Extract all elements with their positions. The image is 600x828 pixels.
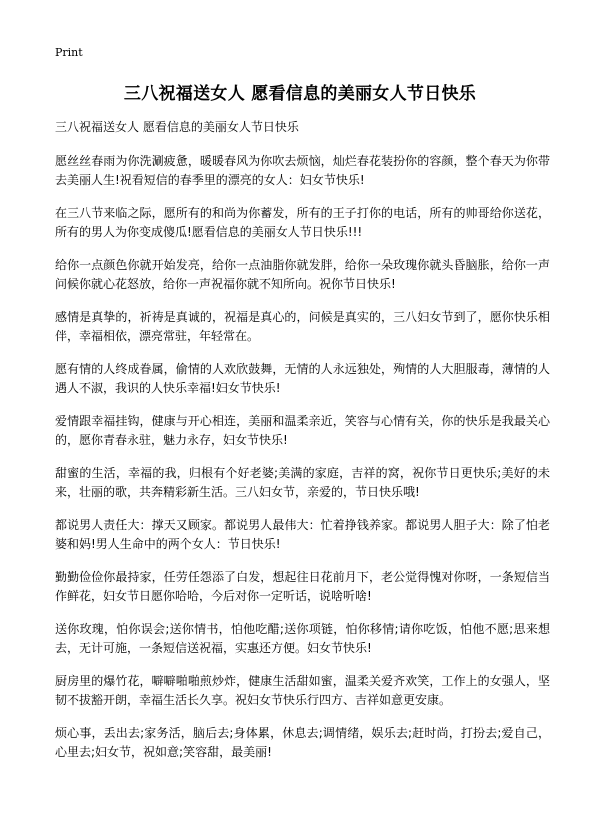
article-subtitle: 三八祝福送女人 愿看信息的美丽女人节日快乐 xyxy=(55,120,299,134)
article-body xyxy=(55,119,550,776)
paragraph-7: 甜蜜的生活，幸福的我，归根有个好老婆;美满的家庭，吉祥的窝，祝你节日更快乐;美好的未来，壮丽的歌，共奔精彩新生活。三八妇女节，亲爱的，节日快乐哦! xyxy=(55,466,550,499)
paragraph-11: 厨房里的爆竹花，噼噼啪啪煎炒炸，健康生活甜如蜜，温柔关爱齐欢笑，工作上的女强人，坚韧不拔豁开朗，幸福生活长久享。祝妇女节快乐行四方、吉祥如意更安康。 xyxy=(55,674,550,707)
paragraph-3: 给你一点颜色你就开始发亮，给你一点油脂你就发胖，给你一朵玫瑰你就头昏脑胀，给你一声问候你就心花怒放，给你一声祝福你就不知所向。祝你节日快乐! xyxy=(55,258,550,291)
page-title: 三八祝福送女人 愿看信息的美丽女人节日快乐 xyxy=(123,84,477,104)
paragraph-12: 烦心事，丢出去;家务活，脑后去;身体累，休息去;调情绪，娱乐去;赶时尚，打扮去;爱自己，心里去;妇女节，祝如意;笑容甜，最美丽! xyxy=(55,726,550,759)
paragraph-1: 愿丝丝春雨为你洗涮疲惫，暖暖春风为你吹去烦恼，灿烂春花装扮你的容颜，整个春天为你带去美丽人生!祝看短信的春季里的漂亮的女人：妇女节快乐! xyxy=(55,154,550,187)
paragraph-2: 在三八节来临之际，愿所有的和尚为你蓄发，所有的王子打你的电话，所有的帅哥给你送花， 所有的男人为你变成傻瓜!愿看信息的美丽女人节日快乐!!! xyxy=(55,206,550,239)
paragraph-8: 都说男人责任大：撑天又顾家。都说男人最伟大：忙着挣钱养家。都说男人胆子大：除了怕老婆和妈!男人生命中的两个女人：节日快乐! xyxy=(55,518,550,551)
paragraph-9: 勤勤俭俭你最持家，任劳任怨添了白发，想起往日花前月下，老公觉得愧对你呀，一条短信当作鲜花，妇女节日愿你哈哈，今后对你一定听话，说啥听啥! xyxy=(55,570,550,603)
paragraph-4: 感情是真挚的，祈祷是真诚的，祝福是真心的，问候是真实的，三八妇女节到了，愿你快乐相伴，幸福相依，漂亮常驻，年轻常在。 xyxy=(55,310,550,343)
print-link[interactable]: Print xyxy=(55,46,83,59)
paragraph-10: 送你玫瑰，怕你误会;送你情书，怕他吃醋;送你项链，怕你移情;请你吃饭，怕他不愿;思来想去，无计可施，一条短信送祝福，实惠还方便。妇女节快乐! xyxy=(55,622,550,655)
paragraph-6: 爱情跟幸福挂钩，健康与开心相连，美丽和温柔亲近，笑容与心情有关，你的快乐是我最关心的，愿你青春永驻，魅力永存，妇女节快乐! xyxy=(55,414,550,447)
paragraph-5: 愿有情的人终成眷属，偷情的人欢欣鼓舞，无情的人永远独处，殉情的人大胆服毒，薄情的人遇人不淑，我识的人快乐幸福!妇女节快乐! xyxy=(55,362,550,395)
